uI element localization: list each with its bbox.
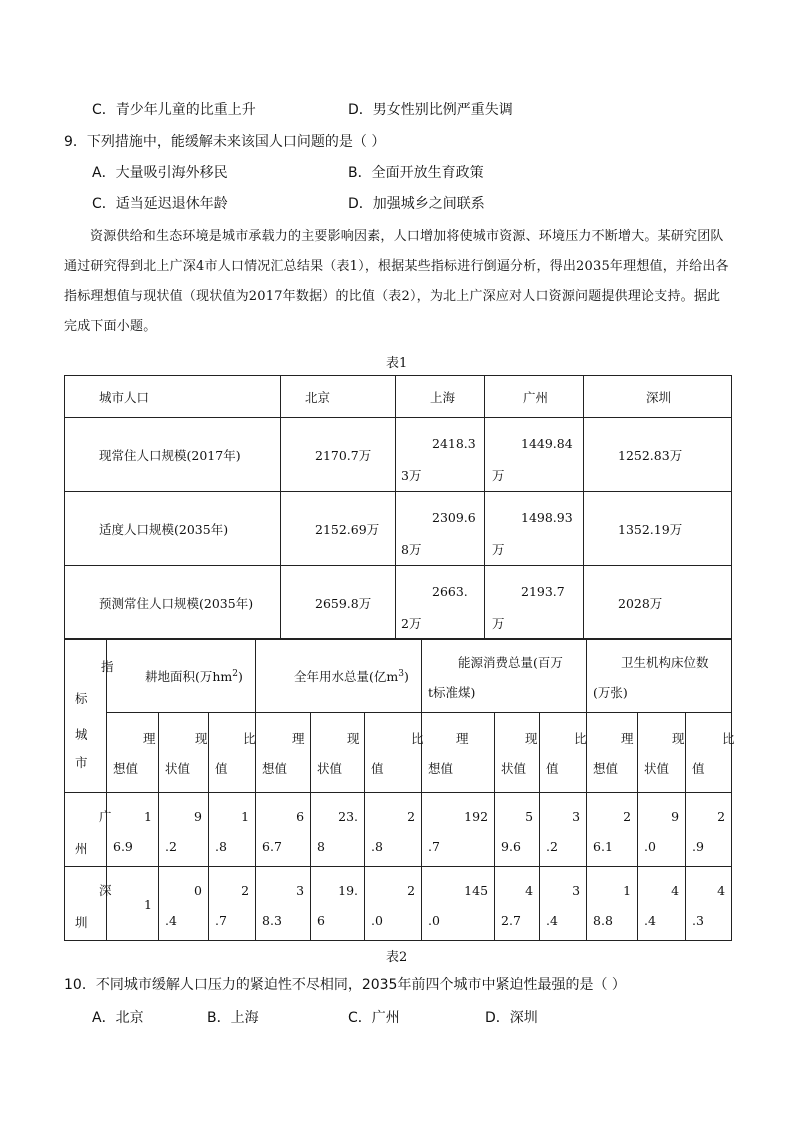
table2-subhead-bottom: 状值 bbox=[501, 761, 527, 776]
table2-value-bottom: .7 bbox=[428, 839, 440, 854]
table2-value-bottom: 8.8 bbox=[593, 913, 613, 928]
table2-row-guangzhou bbox=[65, 793, 732, 867]
table1-cell-shanghai-line1: 2663. bbox=[432, 584, 468, 599]
table2-city-top: 深 bbox=[99, 883, 112, 898]
q9-option-d: D．加强城乡之间联系 bbox=[348, 196, 485, 212]
table2-value-bottom: .0 bbox=[428, 913, 440, 928]
table2-group-label-line2: (万张) bbox=[593, 685, 628, 700]
table2-subhead-bottom: 想值 bbox=[262, 761, 288, 776]
table2-subhead-bottom: 状值 bbox=[644, 761, 670, 776]
table1-cell-shanghai-line2: 3万 bbox=[401, 468, 422, 483]
q10-option-b: B．上海 bbox=[207, 1010, 259, 1026]
table2-value-top: 2 bbox=[407, 883, 416, 898]
table2-subhead-bottom: 想值 bbox=[428, 761, 454, 776]
table2-value-bottom: .8 bbox=[215, 839, 227, 854]
table2-group-header bbox=[107, 639, 256, 713]
table2-value-top: 145 bbox=[464, 883, 489, 898]
table2-subhead-top: 比 bbox=[411, 731, 424, 746]
q10-option-d: D．深圳 bbox=[485, 1010, 538, 1026]
table2-subhead-top: 理 bbox=[621, 731, 634, 746]
table2-value-cell bbox=[159, 867, 209, 941]
table2-value-cell bbox=[422, 867, 495, 941]
table1-cell-beijing: 2152.69万 bbox=[281, 492, 396, 566]
table2-value-top: 4 bbox=[525, 883, 534, 898]
table2-value-cell bbox=[540, 793, 587, 867]
table2-value-top: 9 bbox=[194, 809, 202, 824]
table2-value-top: 3 bbox=[296, 883, 305, 898]
q8-option-d: D．男女性别比例严重失调 bbox=[348, 102, 513, 118]
table1-cell-shanghai-line1: 2309.6 bbox=[432, 510, 476, 525]
table1-cell-guangzhou-line1: 1449.84 bbox=[521, 436, 573, 451]
q9-option-b: B．全面开放生育政策 bbox=[348, 165, 484, 181]
table2-subhead-bottom: 值 bbox=[692, 761, 705, 776]
table2-value-cell bbox=[365, 793, 422, 867]
table2-corner-city2: 市 bbox=[75, 755, 88, 770]
table1-header-beijing: 北京 bbox=[281, 376, 396, 418]
table1-row-label: 预测常住人口规模(2035年) bbox=[65, 566, 281, 640]
q8-option-c: C．青少年儿童的比重上升 bbox=[92, 102, 256, 118]
table2-value-bottom: .2 bbox=[165, 839, 177, 854]
table2-value-top: 2 bbox=[717, 809, 726, 824]
table2-value-cell bbox=[107, 793, 159, 867]
table2-value-top: 3 bbox=[572, 883, 581, 898]
table1-caption: 表1 bbox=[386, 356, 408, 371]
table2-value-top: 2 bbox=[407, 809, 416, 824]
table2-group-label: 耕地面积(万hm bbox=[145, 669, 233, 684]
table2-value-cell bbox=[256, 793, 311, 867]
table2-subhead-ratio bbox=[540, 713, 587, 793]
table2-value-top: 9 bbox=[671, 809, 680, 824]
table2-value-bottom: 6.7 bbox=[262, 839, 282, 854]
q10-option-a: A．北京 bbox=[92, 1010, 144, 1026]
table1-cell-shanghai bbox=[396, 566, 485, 640]
table2-subhead-bottom: 状值 bbox=[317, 761, 343, 776]
table2-value-bottom: 9.6 bbox=[501, 839, 521, 854]
table2-group-sup: 3 bbox=[398, 668, 404, 679]
table2-subhead-bottom: 值 bbox=[215, 761, 228, 776]
table1-cell-shanghai-line1: 2418.3 bbox=[432, 436, 476, 451]
table2-corner-top: 指 bbox=[101, 659, 114, 674]
table2 bbox=[64, 638, 735, 941]
passage: 资源供给和生态环境是城市承载力的主要影响因素，人口增加将使城市资源、环境压力不断增大。某研究团队通过研究得到北上广深4市人口情况汇总结果（表1），根据某些指标进行倒逼分析，得出2035年理想值，并给出各指标理想值与现状值（现状值为2017年数据）的比值（表2），为北上广深应对人口资源问题提供理论支持。据此完成下面小题。 bbox=[64, 229, 729, 334]
table2-value-bottom: .0 bbox=[371, 913, 383, 928]
table2-subhead-bottom: 状值 bbox=[165, 761, 191, 776]
table1-row bbox=[65, 418, 732, 492]
table2-subhead-ratio bbox=[686, 713, 735, 793]
table2-subhead-top: 比 bbox=[722, 731, 735, 746]
table2-value-cell bbox=[365, 867, 422, 941]
table2-value-cell bbox=[159, 793, 209, 867]
table2-group-header-row bbox=[65, 639, 732, 713]
table2-value-top: 3 bbox=[572, 809, 581, 824]
table2-value-bottom: .0 bbox=[644, 839, 656, 854]
q10-stem: 10．不同城市缓解人口压力的紧迫性不尽相同，2035年前四个城市中紧迫性最强的是（ ） bbox=[64, 977, 626, 993]
table2-subhead-ratio bbox=[209, 713, 256, 793]
table1-cell-guangzhou-line2: 万 bbox=[492, 542, 505, 557]
table2-value-cell bbox=[311, 867, 365, 941]
table2-city-top: 广 bbox=[99, 809, 112, 824]
table2-value-cell bbox=[587, 793, 638, 867]
table2-group-label: 能源消费总量(百万 bbox=[458, 655, 563, 670]
table2-value-top: 23. bbox=[338, 809, 359, 824]
table1-header-row bbox=[65, 376, 732, 418]
table1 bbox=[64, 375, 732, 640]
table2-subhead-ideal bbox=[107, 713, 159, 793]
table2-subhead-top: 现 bbox=[195, 731, 208, 746]
table1-row bbox=[65, 492, 732, 566]
table1-cell-shenzhen: 2028万 bbox=[584, 566, 732, 640]
table2-value-bottom: .2 bbox=[546, 839, 558, 854]
table1-header-guangzhou: 广州 bbox=[485, 376, 584, 418]
table2-group-label: 全年用水总量(亿m bbox=[294, 669, 399, 684]
table2-value-cell bbox=[311, 793, 365, 867]
table2-value-bottom: .4 bbox=[546, 913, 558, 928]
table2-subhead-current bbox=[495, 713, 540, 793]
table2-subhead-bottom: 值 bbox=[371, 761, 384, 776]
table2-value-top: 2 bbox=[623, 809, 632, 824]
table1-row-label: 适度人口规模(2035年) bbox=[65, 492, 281, 566]
table1-cell-shenzhen: 1252.83万 bbox=[584, 418, 732, 492]
table2-value-bottom: .3 bbox=[692, 913, 704, 928]
table2-corner-city1: 城 bbox=[75, 727, 88, 742]
table2-value-cell bbox=[495, 793, 540, 867]
table1-cell-shenzhen: 1352.19万 bbox=[584, 492, 732, 566]
table2-subhead-top: 理 bbox=[143, 731, 156, 746]
table2-subhead-bottom: 想值 bbox=[113, 761, 139, 776]
table2-value-top: 6 bbox=[296, 809, 305, 824]
table2-value-top: 19. bbox=[338, 883, 359, 898]
table1-cell-beijing: 2170.7万 bbox=[281, 418, 396, 492]
table2-value-cell bbox=[638, 793, 686, 867]
table2-value-cell bbox=[209, 867, 256, 941]
table2-value-top: 1 bbox=[623, 883, 632, 898]
table2-subhead-top: 理 bbox=[456, 731, 469, 746]
table2-value-top: 0 bbox=[194, 883, 202, 898]
table2-subhead-top: 现 bbox=[347, 731, 360, 746]
table2-value-cell bbox=[638, 867, 686, 941]
table2-value-bottom: .8 bbox=[371, 839, 383, 854]
table2-group-label-end: ) bbox=[238, 669, 243, 684]
table2-subhead-current bbox=[638, 713, 686, 793]
table1-cell-guangzhou-line2: 万 bbox=[492, 468, 505, 483]
table2-value-top: 192 bbox=[464, 809, 489, 824]
q9-option-a: A．大量吸引海外移民 bbox=[92, 165, 228, 181]
table2-group-label-end: ) bbox=[403, 669, 409, 684]
table2-value-bottom: 8.3 bbox=[262, 913, 282, 928]
table1-cell-guangzhou bbox=[485, 492, 584, 566]
table2-city-bottom: 州 bbox=[75, 841, 88, 856]
table2-group-header-text bbox=[294, 667, 409, 685]
table2-subhead-top: 比 bbox=[243, 731, 256, 746]
table2-subhead-top: 比 bbox=[574, 731, 587, 746]
table2-value-top: 4 bbox=[671, 883, 680, 898]
table2-value-top: 1 bbox=[241, 809, 250, 824]
table2-value-bottom: 6.1 bbox=[593, 839, 613, 854]
table2-subhead-current bbox=[159, 713, 209, 793]
table2-city-bottom: 圳 bbox=[75, 915, 88, 930]
table2-value-bottom: .9 bbox=[692, 839, 704, 854]
table2-city-cell bbox=[65, 793, 112, 867]
table2-subhead-ideal bbox=[422, 713, 495, 793]
table2-value-cell bbox=[540, 867, 587, 941]
table2-row-shenzhen bbox=[65, 867, 732, 941]
table2-value-cell bbox=[256, 867, 311, 941]
table2-value-top: 5 bbox=[525, 809, 534, 824]
table1-cell-beijing: 2659.8万 bbox=[281, 566, 396, 640]
table2-value-bottom: 6 bbox=[317, 913, 325, 928]
table1-cell-guangzhou-line2: 万 bbox=[492, 616, 505, 631]
table2-value-bottom: .7 bbox=[215, 913, 227, 928]
table2-value-cell bbox=[209, 793, 256, 867]
table1-cell-guangzhou-line1: 2193.7 bbox=[521, 584, 565, 599]
table1-row bbox=[65, 566, 732, 640]
table1-row-label: 现常住人口规模(2017年) bbox=[65, 418, 281, 492]
table2-value-cell bbox=[422, 793, 495, 867]
table1-header-shanghai: 上海 bbox=[396, 376, 485, 418]
table2-corner-mid: 标 bbox=[75, 691, 88, 706]
table2-caption: 表2 bbox=[386, 950, 408, 965]
table2-group-header-text bbox=[145, 667, 243, 685]
table2-value-cell bbox=[686, 793, 732, 867]
table2-value-cell bbox=[686, 867, 732, 941]
table2-subhead-top: 现 bbox=[672, 731, 685, 746]
q9-stem: 9．下列措施中，能缓解未来该国人口问题的是（ ） bbox=[64, 134, 386, 150]
table1-cell-shanghai-line2: 8万 bbox=[401, 542, 422, 557]
table2-group-label-line2: t标准煤) bbox=[428, 685, 476, 700]
table2-subhead-current bbox=[311, 713, 365, 793]
table2-subhead-ideal bbox=[256, 713, 311, 793]
table2-subhead-bottom: 想值 bbox=[593, 761, 619, 776]
table2-group-sup: 2 bbox=[232, 668, 239, 679]
table2-subhead-top: 理 bbox=[292, 731, 305, 746]
table2-value-cell bbox=[587, 867, 638, 941]
table2-city-cell bbox=[65, 867, 112, 941]
table2-value-bottom: 2.7 bbox=[501, 913, 521, 928]
table1-cell-guangzhou-line1: 1498.93 bbox=[521, 510, 573, 525]
table2-value-top: 1 bbox=[144, 809, 152, 824]
table2-group-header bbox=[256, 639, 422, 713]
table2-value-bottom: 6.9 bbox=[113, 839, 133, 854]
table1-header-shenzhen: 深圳 bbox=[584, 376, 732, 418]
table1-cell-guangzhou bbox=[485, 566, 584, 640]
table2-corner bbox=[65, 639, 114, 793]
table2-group-header bbox=[587, 639, 732, 713]
q9-option-c: C．适当延迟退休年龄 bbox=[92, 196, 228, 212]
table2-value-top: 2 bbox=[241, 883, 250, 898]
table2-group-header bbox=[422, 639, 587, 713]
table2-group-label: 卫生机构床位数 bbox=[621, 655, 709, 670]
q10-option-c: C．广州 bbox=[348, 1010, 400, 1026]
table2-value-cell bbox=[495, 867, 540, 941]
table2-subhead-bottom: 值 bbox=[546, 761, 559, 776]
table2-subhead-ideal bbox=[587, 713, 638, 793]
table1-cell-shanghai-line2: 2万 bbox=[401, 616, 422, 631]
table2-value-bottom: 1 bbox=[144, 897, 152, 912]
table2-subhead-ratio bbox=[365, 713, 422, 793]
table1-cell-guangzhou bbox=[485, 418, 584, 492]
table2-subheader-row bbox=[65, 713, 732, 793]
table2-value-bottom: .4 bbox=[165, 913, 177, 928]
table1-cell-shanghai bbox=[396, 492, 485, 566]
table1-cell-shanghai bbox=[396, 418, 485, 492]
table2-value-bottom: .4 bbox=[644, 913, 656, 928]
table1-header-label: 城市人口 bbox=[65, 376, 281, 418]
table2-value-bottom: 8 bbox=[317, 839, 325, 854]
table2-value-top: 4 bbox=[717, 883, 726, 898]
table2-value-cell bbox=[107, 867, 159, 941]
table2-subhead-top: 现 bbox=[525, 731, 538, 746]
